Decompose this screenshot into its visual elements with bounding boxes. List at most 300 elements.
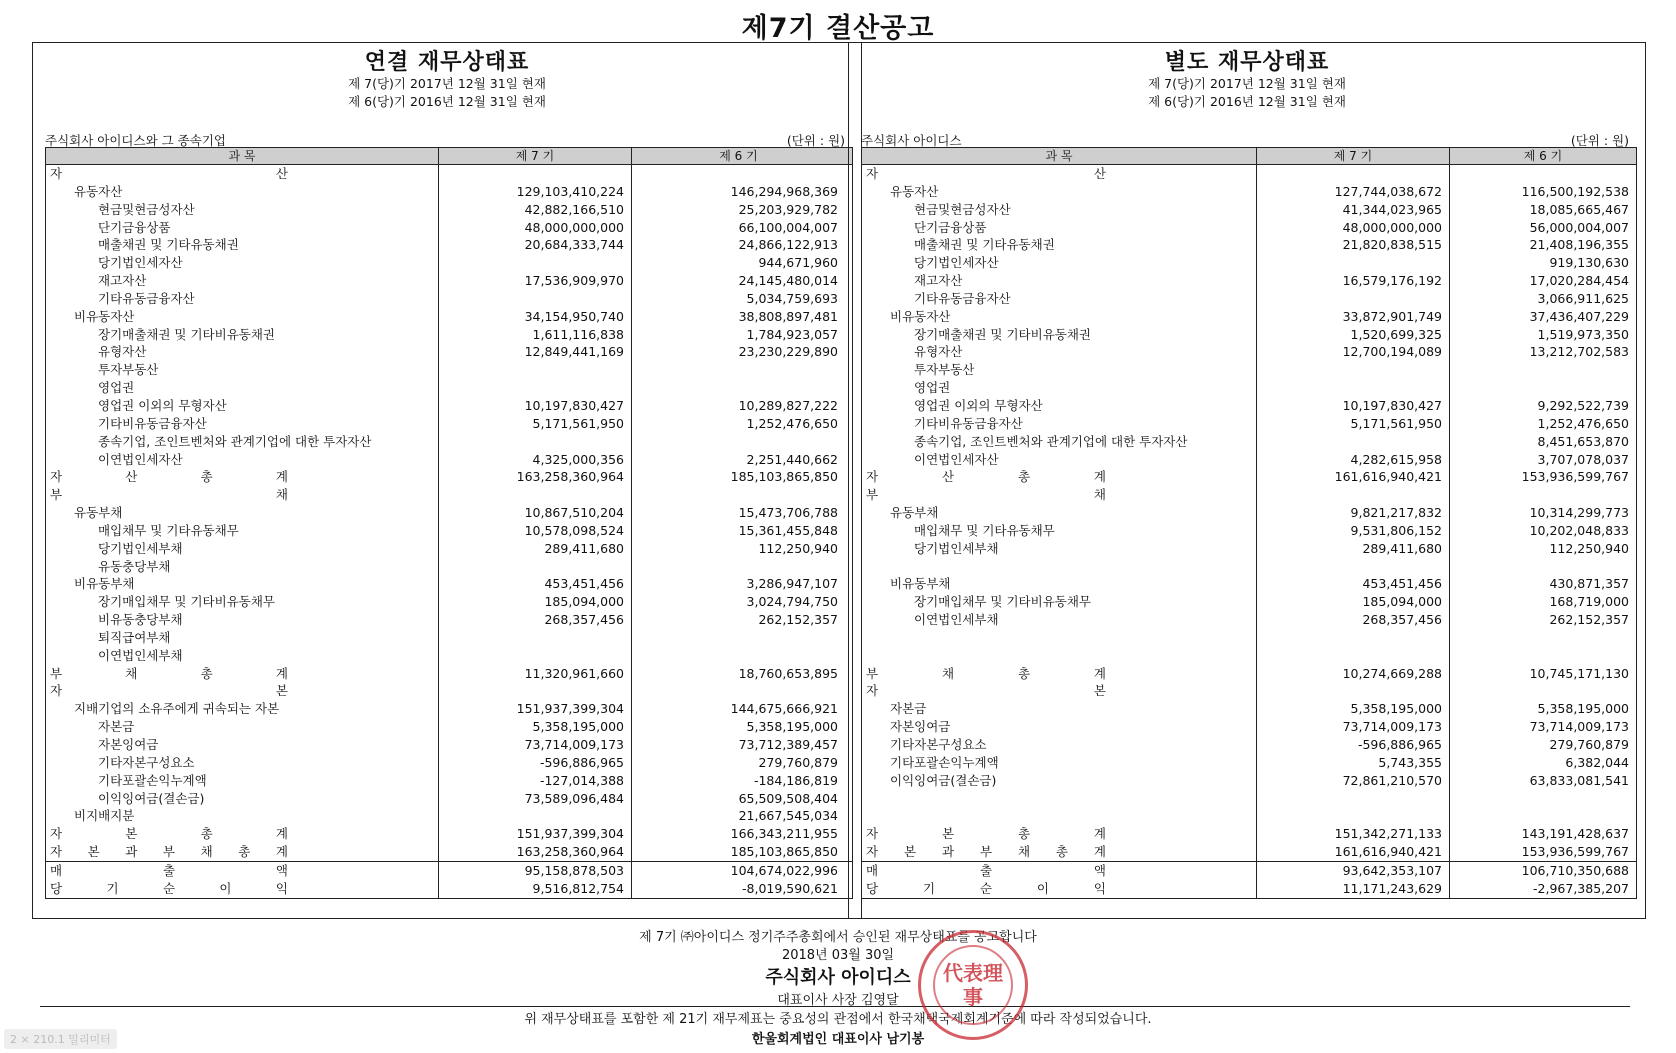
prior-period-amount: 1,519,973,350	[1537, 326, 1629, 342]
account-name: 기타비유동금융자산	[862, 415, 1257, 433]
prior-period-amount: 66,100,004,007	[738, 219, 838, 235]
current-period-amount: 73,714,009,173	[439, 736, 632, 754]
header-prior: 제 6 기	[1523, 149, 1563, 163]
account-name: 이연법인세부채	[46, 647, 439, 665]
footer-divider	[40, 1006, 1630, 1007]
account-name: 당기법인세자산	[862, 254, 1257, 272]
table-row	[46, 861, 852, 880]
table-row	[862, 254, 1636, 272]
account-name: 기타포괄손익누계액	[862, 754, 1257, 772]
current-period-amount	[1257, 361, 1450, 379]
table-row	[46, 308, 852, 326]
table-row	[46, 593, 852, 611]
table-row	[46, 540, 852, 558]
account-name: 영업권 이외의 무형자산	[46, 397, 439, 415]
prior-period-amount: 23,230,229,890	[738, 344, 838, 360]
consolidated-title: 연결 재무상태표	[364, 50, 530, 75]
page-title: 제7기 결산공고	[741, 13, 935, 44]
current-period-amount: 163,258,360,964	[439, 468, 632, 486]
prior-period-amount	[1450, 647, 1636, 665]
current-period-amount	[439, 629, 632, 647]
table-row	[862, 665, 1636, 683]
current-period-amount: 185,094,000	[439, 593, 632, 611]
account-name: 유형자산	[862, 343, 1257, 361]
prior-period-amount: 24,145,480,014	[738, 273, 838, 289]
prior-period-amount	[632, 379, 845, 397]
prior-period-amount: 5,358,195,000	[746, 719, 838, 735]
prior-period-amount: 185,103,865,850	[730, 469, 838, 485]
table-row	[46, 486, 852, 504]
account-name: 자 본 과 부 채 총 계	[862, 843, 1257, 861]
current-period-amount: 73,589,096,484	[439, 790, 632, 808]
prior-period-amount: 13,212,702,583	[1529, 344, 1629, 360]
table-row	[46, 611, 852, 629]
current-period-amount: 16,579,176,192	[1257, 272, 1450, 290]
current-period-amount: -596,886,965	[439, 754, 632, 772]
current-period-amount	[1257, 807, 1450, 825]
account-name: 비유동충당부채	[46, 611, 439, 629]
prior-period-amount: 3,024,794,750	[746, 594, 838, 610]
prior-period-amount	[1450, 379, 1636, 397]
prior-period-amount: 262,152,357	[758, 612, 838, 628]
prior-period-amount: 10,745,171,130	[1529, 665, 1629, 681]
prior-period-amount: 5,358,195,000	[1537, 701, 1629, 717]
prior-period-amount: 279,760,879	[1549, 737, 1629, 752]
prior-period-amount: 10,202,048,833	[1529, 522, 1629, 538]
separate-title: 별도 재무상태표	[1164, 50, 1330, 75]
account-name: 기타유동금융자산	[862, 290, 1257, 308]
prior-period-amount: 25,203,929,782	[738, 201, 838, 217]
account-name: 자 산 총 계	[46, 468, 439, 486]
current-period-amount: 151,937,399,304	[439, 700, 632, 718]
account-name: 자 산 총 계	[862, 468, 1257, 486]
header-current: 제 7 기	[439, 148, 632, 164]
prior-period-amount: 919,130,630	[1549, 255, 1629, 271]
prior-period-amount: 2,251,440,662	[746, 451, 838, 467]
current-period-amount	[439, 290, 632, 308]
current-period-amount: 5,358,195,000	[1257, 700, 1450, 718]
table-row	[862, 290, 1636, 308]
account-name: 매입채무 및 기타유동채무	[862, 522, 1257, 540]
prior-period-amount	[1450, 165, 1636, 183]
account-name: 당기법인세부채	[862, 540, 1257, 558]
prior-period-amount: 18,085,665,467	[1529, 201, 1629, 217]
prior-period-amount: 63,833,081,541	[1529, 772, 1629, 788]
current-period-amount	[439, 379, 632, 397]
current-period-amount	[1257, 486, 1450, 504]
account-name: 비지배지분	[46, 807, 439, 825]
account-name: 이연법인세자산	[46, 451, 439, 469]
account-name: 퇴직급여부채	[46, 629, 439, 647]
account-name: 유동부채	[46, 504, 439, 522]
current-period-amount: 42,882,166,510	[439, 201, 632, 219]
current-period-amount: 1,611,116,838	[439, 326, 632, 344]
current-period-amount	[1257, 165, 1450, 183]
account-name: 유형자산	[46, 343, 439, 361]
consolidated-company: 주식회사 아이디스와 그 종속기업	[45, 133, 226, 148]
header-account: 과 목	[862, 148, 1257, 164]
account-name	[862, 647, 1257, 665]
table-row	[862, 468, 1636, 486]
prior-period-amount	[632, 361, 845, 379]
table-row	[862, 629, 1636, 647]
table-row	[46, 575, 852, 593]
prior-period-amount: 112,250,940	[758, 540, 838, 556]
notice-date: 2018년 03월 30일	[781, 948, 895, 963]
table-row	[46, 504, 852, 522]
current-period-amount: 11,320,961,660	[439, 665, 632, 683]
table-row	[46, 522, 852, 540]
table-row	[862, 343, 1636, 361]
ceo-line: 대표이사 사장 김영달	[777, 993, 899, 1008]
table-row	[46, 326, 852, 344]
current-period-amount	[1257, 629, 1450, 647]
account-name: 부 채 총 계	[46, 665, 439, 683]
current-period-amount: 453,451,456	[1257, 575, 1450, 593]
table-row	[46, 219, 852, 237]
current-period-amount	[439, 558, 632, 576]
separate-balance-sheet	[848, 42, 1646, 919]
account-name: 장기매입채무 및 기타비유동채무	[46, 593, 439, 611]
prior-period-amount: 185,103,865,850	[730, 844, 838, 860]
table-row	[862, 236, 1636, 254]
table-row	[46, 843, 852, 861]
table-row	[46, 880, 852, 898]
prior-period-amount: 21,667,545,034	[738, 808, 838, 824]
current-period-amount: 4,282,615,958	[1257, 451, 1450, 469]
table-row	[46, 254, 852, 272]
table-row	[46, 451, 852, 469]
table-row	[46, 718, 852, 736]
account-name: 매 출 액	[862, 862, 1257, 880]
prior-period-amount	[1450, 807, 1636, 825]
table-row	[46, 361, 852, 379]
current-period-amount	[1257, 379, 1450, 397]
account-name: 매 출 액	[46, 862, 439, 880]
table-row	[862, 611, 1636, 629]
table-row	[46, 201, 852, 219]
account-name: 당 기 순 이 익	[862, 880, 1257, 898]
separate-period-prior: 제 6(당)기 2016년 12월 31일 현재	[1148, 94, 1346, 109]
current-period-amount: 151,342,271,133	[1257, 825, 1450, 843]
current-period-amount: 93,642,353,107	[1257, 862, 1450, 880]
account-name: 자 산	[862, 165, 1257, 183]
account-name: 영업권 이외의 무형자산	[862, 397, 1257, 415]
account-name: 유동자산	[862, 183, 1257, 201]
table-row	[862, 379, 1636, 397]
current-period-amount: 5,171,561,950	[439, 415, 632, 433]
current-period-amount: 289,411,680	[1257, 540, 1450, 558]
footer-company-name: 주식회사 아이디스	[765, 967, 911, 988]
account-name: 단기금융상품	[862, 219, 1257, 237]
table-row	[862, 504, 1636, 522]
approval-notice: 제 7기 ㈜아이디스 정기주주총회에서 승인된 재무상태표를 공고합니다	[639, 930, 1037, 945]
prior-period-amount: 104,674,022,996	[730, 862, 838, 878]
table-row	[46, 468, 852, 486]
prior-period-amount	[632, 486, 845, 504]
table-row	[46, 165, 852, 183]
consolidated-table	[45, 147, 853, 899]
prior-period-amount: 144,675,666,921	[730, 701, 838, 717]
prior-period-amount: 3,286,947,107	[746, 576, 838, 592]
prior-period-amount: 9,292,522,739	[1537, 397, 1629, 413]
table-row	[46, 629, 852, 647]
account-name	[862, 629, 1257, 647]
table-row	[46, 236, 852, 254]
current-period-amount: 10,867,510,204	[439, 504, 632, 522]
table-row	[862, 326, 1636, 344]
current-period-amount: 5,171,561,950	[1257, 415, 1450, 433]
account-name: 장기매출채권 및 기타비유동채권	[862, 326, 1257, 344]
account-name: 기타자본구성요소	[862, 736, 1257, 754]
prior-period-amount: 153,936,599,767	[1521, 844, 1629, 860]
account-name: 비유동부채	[862, 575, 1257, 593]
table-row	[862, 718, 1636, 736]
current-period-amount: 161,616,940,421	[1257, 843, 1450, 861]
table-row	[46, 343, 852, 361]
table-row	[862, 772, 1636, 790]
company-seal-icon	[918, 930, 1028, 1040]
table-row	[862, 361, 1636, 379]
account-name: 재고자산	[862, 272, 1257, 290]
prior-period-amount: 10,314,299,773	[1529, 505, 1629, 521]
account-name: 당기법인세자산	[46, 254, 439, 272]
account-name: 매입채무 및 기타유동채무	[46, 522, 439, 540]
current-period-amount: 289,411,680	[439, 540, 632, 558]
current-period-amount: -127,014,388	[439, 772, 632, 790]
current-period-amount: 11,171,243,629	[1257, 880, 1450, 898]
auditor-line: 한울회계법인 대표이사 남기봉	[751, 1032, 925, 1047]
current-period-amount: 127,744,038,672	[1257, 183, 1450, 201]
prior-period-amount: 5,034,759,693	[746, 290, 838, 306]
prior-period-amount	[1450, 629, 1636, 647]
account-name: 기타유동금융자산	[46, 290, 439, 308]
current-period-amount: 34,154,950,740	[439, 308, 632, 326]
prior-period-amount: 944,671,960	[758, 255, 838, 271]
table-row	[46, 272, 852, 290]
account-name: 비유동자산	[46, 308, 439, 326]
consolidated-balance-sheet	[32, 42, 862, 919]
account-name: 현금및현금성자산	[862, 201, 1257, 219]
account-name: 투자부동산	[862, 361, 1257, 379]
account-name: 지배기업의 소유주에게 귀속되는 자본	[46, 700, 439, 718]
current-period-amount	[1257, 290, 1450, 308]
prior-period-amount: 10,289,827,222	[738, 397, 838, 413]
table-row	[862, 433, 1636, 451]
account-name: 자 산	[46, 165, 439, 183]
account-name: 기타비유동금융자산	[46, 415, 439, 433]
table-row	[862, 575, 1636, 593]
table-row	[862, 165, 1636, 183]
current-period-amount: 33,872,901,749	[1257, 308, 1450, 326]
account-name: 당 기 순 이 익	[46, 880, 439, 898]
prior-period-amount	[632, 647, 845, 665]
prior-period-amount: 73,714,009,173	[1529, 719, 1629, 735]
account-name: 비유동부채	[46, 575, 439, 593]
account-name: 이연법인세자산	[862, 451, 1257, 469]
prior-period-amount: 166,343,211,955	[730, 826, 838, 842]
current-period-amount: 268,357,456	[1257, 611, 1450, 629]
table-row	[46, 379, 852, 397]
table-row	[862, 825, 1636, 843]
consolidated-period-current: 제 7(당)기 2017년 12월 31일 현재	[348, 76, 546, 91]
prior-period-amount: 153,936,599,767	[1521, 469, 1629, 485]
account-name: 장기매출채권 및 기타비유동채권	[46, 326, 439, 344]
account-name: 종속기업, 조인트벤처와 관계기업에 대한 투자자산	[46, 433, 439, 451]
account-name: 매출채권 및 기타유동채권	[862, 236, 1257, 254]
current-period-amount	[1257, 647, 1450, 665]
separate-rows	[862, 165, 1636, 898]
table-row	[862, 807, 1636, 825]
account-name: 자 본 과 부 채 총 계	[46, 843, 439, 861]
prior-period-amount: 15,361,455,848	[738, 522, 838, 538]
seal-text: 代表理事	[933, 945, 1013, 1025]
account-name: 매출채권 및 기타유동채권	[46, 236, 439, 254]
audit-note: 위 재무상태표를 포함한 제 21기 재무제표는 중요성의 관점에서 한국채택국제회계기준에 따라 작성되었습니다.	[524, 1012, 1152, 1027]
current-period-amount: 95,158,878,503	[439, 862, 632, 880]
table-row	[46, 665, 852, 683]
table-row	[862, 397, 1636, 415]
prior-period-amount: 3,707,078,037	[1537, 451, 1629, 467]
prior-period-amount: 430,871,357	[1549, 576, 1629, 592]
current-period-amount: 21,820,838,515	[1257, 236, 1450, 254]
prior-period-amount	[1450, 361, 1636, 379]
table-row	[46, 700, 852, 718]
current-period-amount: 9,531,806,152	[1257, 522, 1450, 540]
table-row	[46, 772, 852, 790]
table-row	[46, 183, 852, 201]
table-row	[46, 397, 852, 415]
table-row	[46, 736, 852, 754]
current-period-amount: 5,743,355	[1257, 754, 1450, 772]
prior-period-amount: 143,191,428,637	[1521, 826, 1629, 842]
current-period-amount: 41,344,023,965	[1257, 201, 1450, 219]
table-row	[862, 183, 1636, 201]
account-name: 자본잉여금	[862, 718, 1257, 736]
prior-period-amount: 24,866,122,913	[738, 237, 838, 253]
account-name	[862, 807, 1257, 825]
current-period-amount: 268,357,456	[439, 611, 632, 629]
prior-period-amount	[632, 433, 845, 451]
separate-unit: (단위 : 원)	[1570, 133, 1629, 148]
prior-period-amount	[632, 629, 845, 647]
prior-period-amount: 262,152,357	[1549, 612, 1629, 628]
table-row	[46, 290, 852, 308]
scan-size-label: 2 × 210.1 밀리미터	[4, 1029, 117, 1049]
separate-table	[861, 147, 1637, 899]
prior-period-amount: 1,784,923,057	[746, 326, 838, 342]
current-period-amount	[1257, 433, 1450, 451]
current-period-amount	[439, 486, 632, 504]
table-row	[862, 415, 1636, 433]
current-period-amount	[439, 647, 632, 665]
consolidated-period-prior: 제 6(당)기 2016년 12월 31일 현재	[348, 94, 546, 109]
prior-period-amount	[632, 682, 845, 700]
table-row	[862, 647, 1636, 665]
account-name: 당기법인세부채	[46, 540, 439, 558]
prior-period-amount: 56,000,004,007	[1529, 219, 1629, 235]
current-period-amount: 9,516,812,754	[439, 880, 632, 898]
table-row	[46, 647, 852, 665]
current-period-amount: 4,325,000,356	[439, 451, 632, 469]
current-period-amount	[1257, 558, 1450, 576]
current-period-amount: 20,684,333,744	[439, 236, 632, 254]
prior-period-amount: 168,719,000	[1549, 594, 1629, 610]
account-name: 기타포괄손익누계액	[46, 772, 439, 790]
account-name: 이익잉여금(결손금)	[862, 772, 1257, 790]
account-name: 자본잉여금	[46, 736, 439, 754]
current-period-amount	[439, 433, 632, 451]
prior-period-amount: 73,712,389,457	[738, 737, 838, 752]
table-row	[46, 433, 852, 451]
account-name: 비유동자산	[862, 308, 1257, 326]
current-period-amount: 48,000,000,000	[1257, 219, 1450, 237]
separate-company: 주식회사 아이디스	[861, 133, 962, 148]
separate-periods	[849, 75, 1645, 111]
header-current: 제 7 기	[1257, 148, 1450, 164]
consolidated-unit: (단위 : 원)	[786, 133, 845, 148]
current-period-amount: 10,197,830,427	[1257, 397, 1450, 415]
prior-period-amount: 38,808,897,481	[738, 308, 838, 324]
account-name: 투자부동산	[46, 361, 439, 379]
table-row	[862, 451, 1636, 469]
table-row	[46, 754, 852, 772]
prior-period-amount: -2,967,385,207	[1533, 880, 1629, 896]
prior-period-amount	[1450, 486, 1636, 504]
current-period-amount	[439, 682, 632, 700]
table-header	[46, 148, 852, 165]
account-name: 자 본	[46, 682, 439, 700]
account-name: 장기매입채무 및 기타비유동채무	[862, 593, 1257, 611]
table-row	[862, 790, 1636, 808]
account-name: 자본금	[46, 718, 439, 736]
account-name: 기타자본구성요소	[46, 754, 439, 772]
prior-period-amount: -8,019,590,621	[742, 880, 838, 896]
prior-period-amount	[1450, 790, 1636, 808]
account-name	[862, 558, 1257, 576]
prior-period-amount: 18,760,653,895	[738, 665, 838, 681]
current-period-amount	[1257, 682, 1450, 700]
prior-period-amount: -184,186,819	[753, 772, 838, 788]
account-name: 종속기업, 조인트벤처와 관계기업에 대한 투자자산	[862, 433, 1257, 451]
table-row	[862, 272, 1636, 290]
table-row	[862, 593, 1636, 611]
table-row	[862, 558, 1636, 576]
account-name: 자 본 총 계	[46, 825, 439, 843]
prior-period-amount: 116,500,192,538	[1521, 183, 1629, 199]
header-prior: 제 6 기	[719, 149, 758, 163]
account-name: 부 채	[862, 486, 1257, 504]
account-name: 유동부채	[862, 504, 1257, 522]
table-row	[862, 682, 1636, 700]
prior-period-amount	[1450, 682, 1636, 700]
account-name: 부 채	[46, 486, 439, 504]
account-name: 유동자산	[46, 183, 439, 201]
table-row	[862, 700, 1636, 718]
prior-period-amount: 37,436,407,229	[1529, 308, 1629, 324]
prior-period-amount: 1,252,476,650	[746, 415, 838, 431]
account-name: 영업권	[46, 379, 439, 397]
prior-period-amount: 3,066,911,625	[1537, 290, 1629, 306]
prior-period-amount: 1,252,476,650	[1537, 415, 1629, 431]
account-name: 단기금융상품	[46, 219, 439, 237]
current-period-amount: 5,358,195,000	[439, 718, 632, 736]
consolidated-rows	[46, 165, 852, 898]
current-period-amount: 151,937,399,304	[439, 825, 632, 843]
prior-period-amount: 8,451,653,870	[1537, 433, 1629, 449]
account-name: 이연법인세부채	[862, 611, 1257, 629]
current-period-amount: -596,886,965	[1257, 736, 1450, 754]
